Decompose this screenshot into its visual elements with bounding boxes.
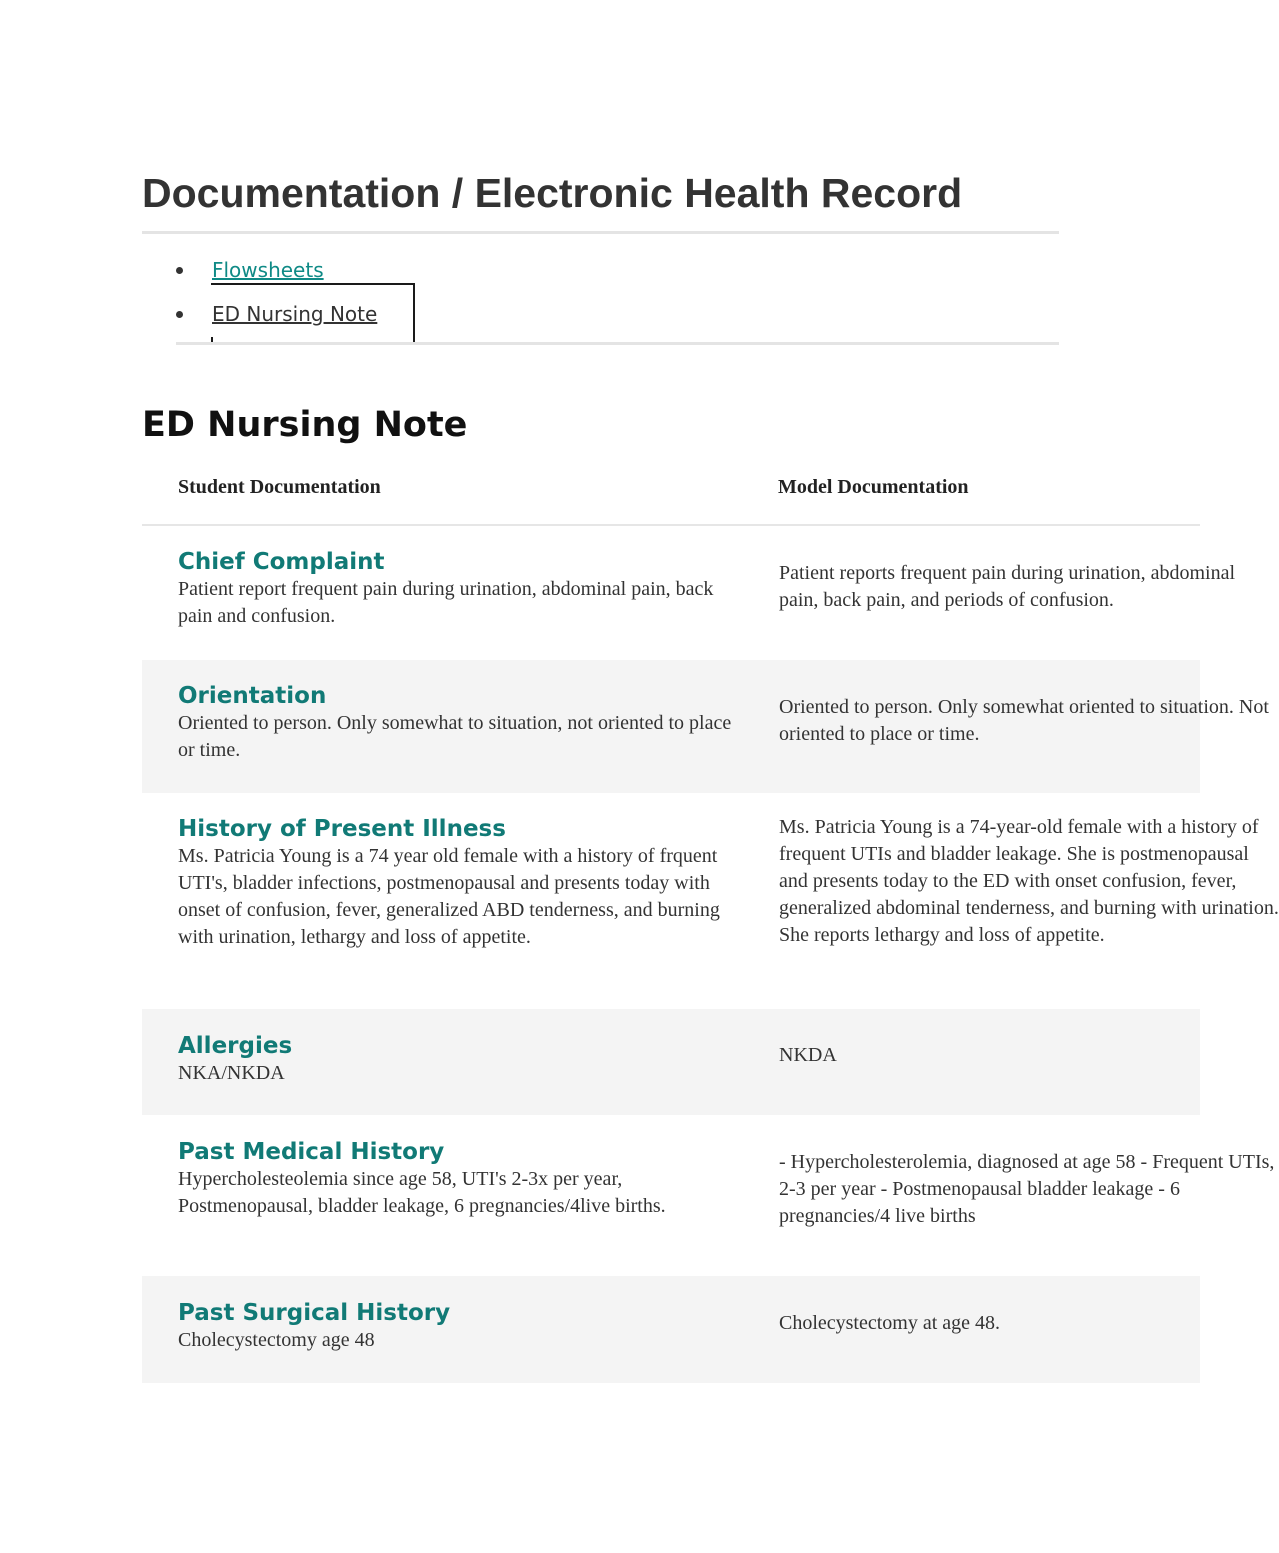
student-text: NKA/NKDA [178,1062,285,1084]
student-text: Patient report frequent pain during urination, abdominal pain, back pain and confusion. [178,578,714,627]
student-text: Ms. Patricia Young is a 74 year old female with a history of frquent UTI's, bladder infections, postmenopausal and presents today with onset of confusion, fever, generalized ABD tenderness, and burning with urination, lethargy and loss of appetite. [178,845,720,948]
student-cell [178,682,738,764]
ed-nursing-note-link[interactable]: ED Nursing Note [212,302,378,326]
student-text: Oriented to person. Only somewhat to situation, not oriented to place or time. [178,712,732,761]
table-header-divider [142,524,1200,526]
model-text: - Hypercholesterolemia, diagnosed at age 58 - Frequent UTIs, 2-3 per year - Postmenopausal bladder leakage - 6 pregnancies/4 live births [779,1151,1275,1227]
model-text: Oriented to person. Only somewhat oriented to situation. Not oriented to place or time. [779,696,1269,745]
model-text: Patient reports frequent pain during urination, abdominal pain, back pain, and periods of confusion. [779,562,1235,611]
bullet-icon [176,311,183,318]
student-cell [178,1299,738,1354]
student-cell [178,815,738,951]
active-nav-focus-outline [211,283,415,345]
model-documentation-header: Model Documentation [778,476,969,498]
section-title: ED Nursing Note [142,405,468,445]
model-text: NKDA [779,1044,837,1066]
student-text: Hypercholesteolemia since age 58, UTI's 2-3x per year, Postmenopausal, bladder leakage, 6 pregnancies/4live births. [178,1168,666,1217]
row-title: Allergies [178,1033,293,1059]
row-title: Past Surgical History [178,1300,451,1326]
row-title: Past Medical History [178,1139,445,1165]
student-text: Cholecystectomy age 48 [178,1329,375,1351]
model-text: Cholecystectomy at age 48. [779,1312,1001,1334]
page-title: Documentation / Electronic Health Record [142,170,963,216]
student-cell [178,1138,738,1220]
table-row-chief-complaint [142,527,1235,660]
model-text: Ms. Patricia Young is a 74-year-old female with a history of frequent UTIs and bladder leakage. She is postmenopausal and presents today to the ED with onset confusion, fever, generalized abdominal tenderness, and burning with urination. She reports lethargy and loss of appetite. [779,816,1279,946]
row-title: History of Present Illness [178,816,506,842]
table-row-history-present-illness [142,793,1279,1009]
table-row-orientation [142,660,1269,793]
student-documentation-header: Student Documentation [178,476,381,498]
student-cell [178,1032,738,1087]
student-cell [178,548,738,630]
bullet-icon [176,267,183,274]
nav-divider [176,342,1059,345]
row-title: Chief Complaint [178,549,385,575]
table-row-past-surgical-history [142,1276,1200,1383]
table-row-past-medical-history [142,1115,1275,1276]
title-divider [142,231,1059,234]
table-row-allergies [142,1009,1200,1115]
flowsheets-link[interactable]: Flowsheets [212,258,324,282]
row-title: Orientation [178,683,327,709]
